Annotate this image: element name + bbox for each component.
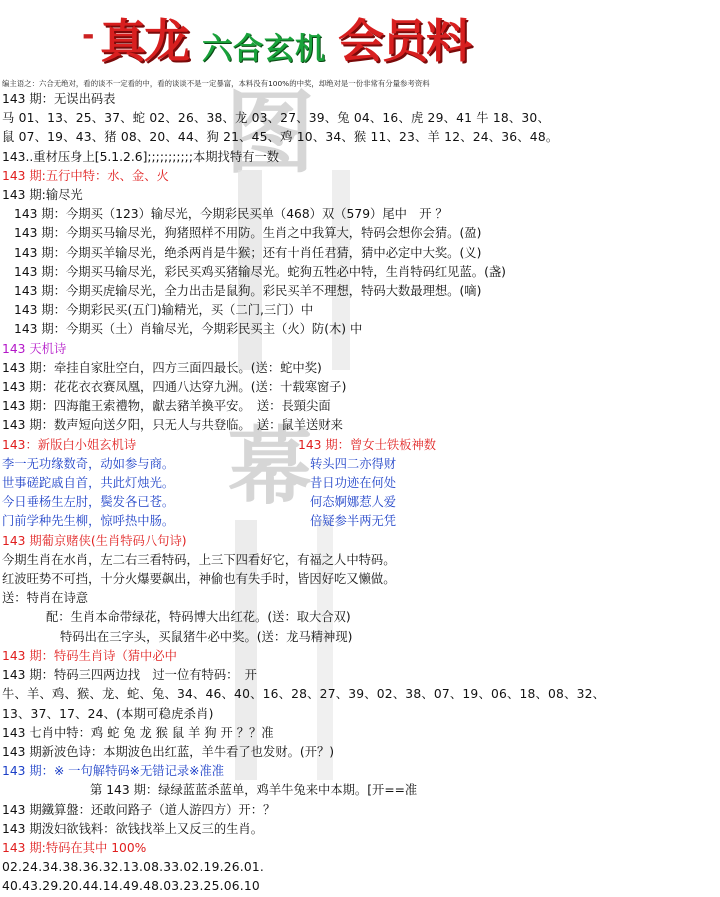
- line-final-numbers-2: 40.43.29.20.44.14.49.48.03.23.25.06.10: [2, 879, 260, 894]
- line-shrew-money: 143 期泼妇欲钱料：欲钱找举上又反三的生肖。: [2, 821, 264, 836]
- watermark-glyph-middle: 幕: [228, 417, 313, 516]
- bai-line-4: 门前学种先生柳，惊呼热中肠。: [2, 514, 175, 529]
- zeng-line-1: 转头四二亦得财: [310, 456, 397, 471]
- heading-special-code: 143 期:特码在其中 100%: [2, 840, 147, 855]
- header-dash: -: [82, 18, 95, 53]
- line-three-four: 143 期：特码三四两边找 过一位有特码： 开: [2, 668, 257, 683]
- bai-line-2: 世事磋跎戚自首，共此灯烛光。: [2, 476, 175, 491]
- line-match-green: 配：生肖本命带绿花，特码博大出红花。(送：取大合双): [46, 610, 351, 625]
- line-buy-123: 143 期：今期买（123）输尽光，今期彩民买单（468）双（579）尾中 开 ？: [14, 207, 448, 222]
- line-five-elements: 143 期:五行中特：水、金、火: [2, 168, 169, 183]
- line-green-blue: 第 143 期：绿绿蓝蓝杀蓝单，鸡羊牛兔来中本期。[开==准: [90, 783, 418, 798]
- line-buy-horse-2: 143 期：今期买马输尽光，彩民买鸡买猪输尽光。蛇狗五牲必中特，生肖特码红见蓝。(盏): [14, 264, 506, 279]
- line-earth-fire: 143 期：今期买（土）肖输尽光，今期彩民买主（火）防(木) 中: [14, 322, 363, 337]
- zeng-line-4: 倍疑参半两无凭: [310, 514, 397, 529]
- line-buy-sheep: 143 期：今期买羊输尽光，绝杀两肖是牛猴；还有十肖任君猜，猜中必定中大奖。(义): [14, 245, 482, 260]
- watermark-glyph-top: 图: [225, 80, 315, 186]
- line-zodiac-numbers-1: 马 01、13、25、37、蛇 02、26、38、龙 03、27、39、兔 04、16、虎 29、41 牛 18、30、: [2, 111, 550, 126]
- page-header: [0, 0, 720, 78]
- two-column-poems: [0, 436, 720, 532]
- line-water-zodiac: 今期生肖在水肖，左二右三看特码，上三下四看好它，有福之人中特码。: [2, 552, 396, 567]
- heading-zeng-nvshi: 143 期：曾女士铁板神数: [298, 437, 437, 452]
- line-key-numbers: 143..重材压身上[5.1.2.6];;;;;;;;;;;本期找特有一数: [2, 149, 280, 164]
- zeng-line-2: 昔日功迹在何处: [310, 476, 397, 491]
- line-final-numbers-1: 02.24.34.38.36.32.13.08.33.02.19.26.01.: [2, 860, 265, 875]
- heading-one-sentence: 143 期：※ 一句解特码※无错记录※准准: [2, 764, 225, 779]
- line-poem-4: 143 期：数声短向送夕阳，只无人与共登临。 送：鼠羊送财来: [2, 418, 343, 433]
- line-numbers-list-2: 13、37、17、24、(本期可稳虎杀肖): [2, 706, 214, 721]
- line-no-error-table: 143 期：无误出码表: [2, 92, 116, 106]
- heading-zodiac-poem: 143 期：特码生肖诗（猜中必中: [2, 648, 177, 663]
- bai-line-3: 今日垂杨生左肘，鬓发各已苍。: [2, 495, 175, 510]
- line-poem-1: 143 期：牵挂自家肚空白，四方三面四最长。(送：蛇中奖): [2, 360, 322, 375]
- line-poem-3: 143 期：四海龍王索禮物，獻去豬羊換平安。 送：長頸尖面: [2, 399, 331, 414]
- line-red-wave: 红波旺势不可挡，十分火爆要飙出，神偷也有失手时，皆因好吃又懒做。: [2, 572, 396, 587]
- line-poem-2: 143 期：花花衣衣赛凤凰，四通八达穿九洲。(送：十载寒窗子): [2, 380, 347, 395]
- line-zodiac-numbers-2: 鼠 07、19、43、猪 08、20、44、狗 21、45、鸡 10、34、猴 11、23、羊 12、24、36、48。: [2, 130, 559, 145]
- title-huiyuanliao: 会员料: [338, 14, 470, 68]
- zeng-line-3: 何态婀娜惹人爱: [310, 495, 397, 510]
- line-send-poem: 送：特肖在诗意: [2, 591, 89, 606]
- line-three-char: 特码出在三字头，买鼠猪牛必中奖。(送：龙马精神现): [60, 629, 353, 644]
- line-buy-tiger: 143 期：今期买虎输尽光，全力出击是鼠狗。彩民买羊不理想，特码大数最理想。(嘀): [14, 284, 482, 299]
- line-numbers-list-1: 牛、羊、鸡、猴、龙、蛇、兔、34、46、40、16、28、27、39、02、38、07、19、06、18、08、32、: [2, 687, 606, 702]
- line-new-wave-poem: 143 期新波色诗：本期波色出红蓝，羊牛看了也发财。(开？): [2, 744, 335, 759]
- heading-tianji-poem: 143 天机诗: [2, 341, 67, 356]
- bai-line-1: 李一无功缘数奇，动如参与商。: [2, 456, 175, 471]
- line-iron-abacus: 143 期鐵算盤：还敢问路子（道人游四方）开：？: [2, 802, 276, 817]
- line-five-gates: 143 期：今期彩民买(五门)输精光，买（二门,三门）中: [14, 303, 314, 318]
- title-zhenlong: 真龙: [100, 14, 188, 68]
- line-seven-zodiac: 143 七肖中特：鸡 蛇 兔 龙 猴 鼠 羊 狗 开 ？？准: [2, 725, 274, 740]
- line-buy-horse: 143 期：今期买马输尽光，狗猪照样不用防。生肖之中我算大，特码会想你会猜。(盈): [14, 226, 482, 241]
- title-liuhe-xuanji: 六合玄机: [202, 32, 326, 67]
- heading-bai-xiaojie: 143：新版白小姐玄机诗: [2, 437, 137, 452]
- heading-pujing-duxia: 143 期葡京赌侠(生肖特码八句诗): [2, 533, 187, 548]
- line-lose-all: 143 期:输尽光: [2, 188, 83, 203]
- notice-text: 编主语之：六合无绝对，看的谈不一定看的中，看的谈谈不是一定暴富，本料没有100%的中奖，却绝对是一份非常有分量参考资料: [2, 79, 430, 88]
